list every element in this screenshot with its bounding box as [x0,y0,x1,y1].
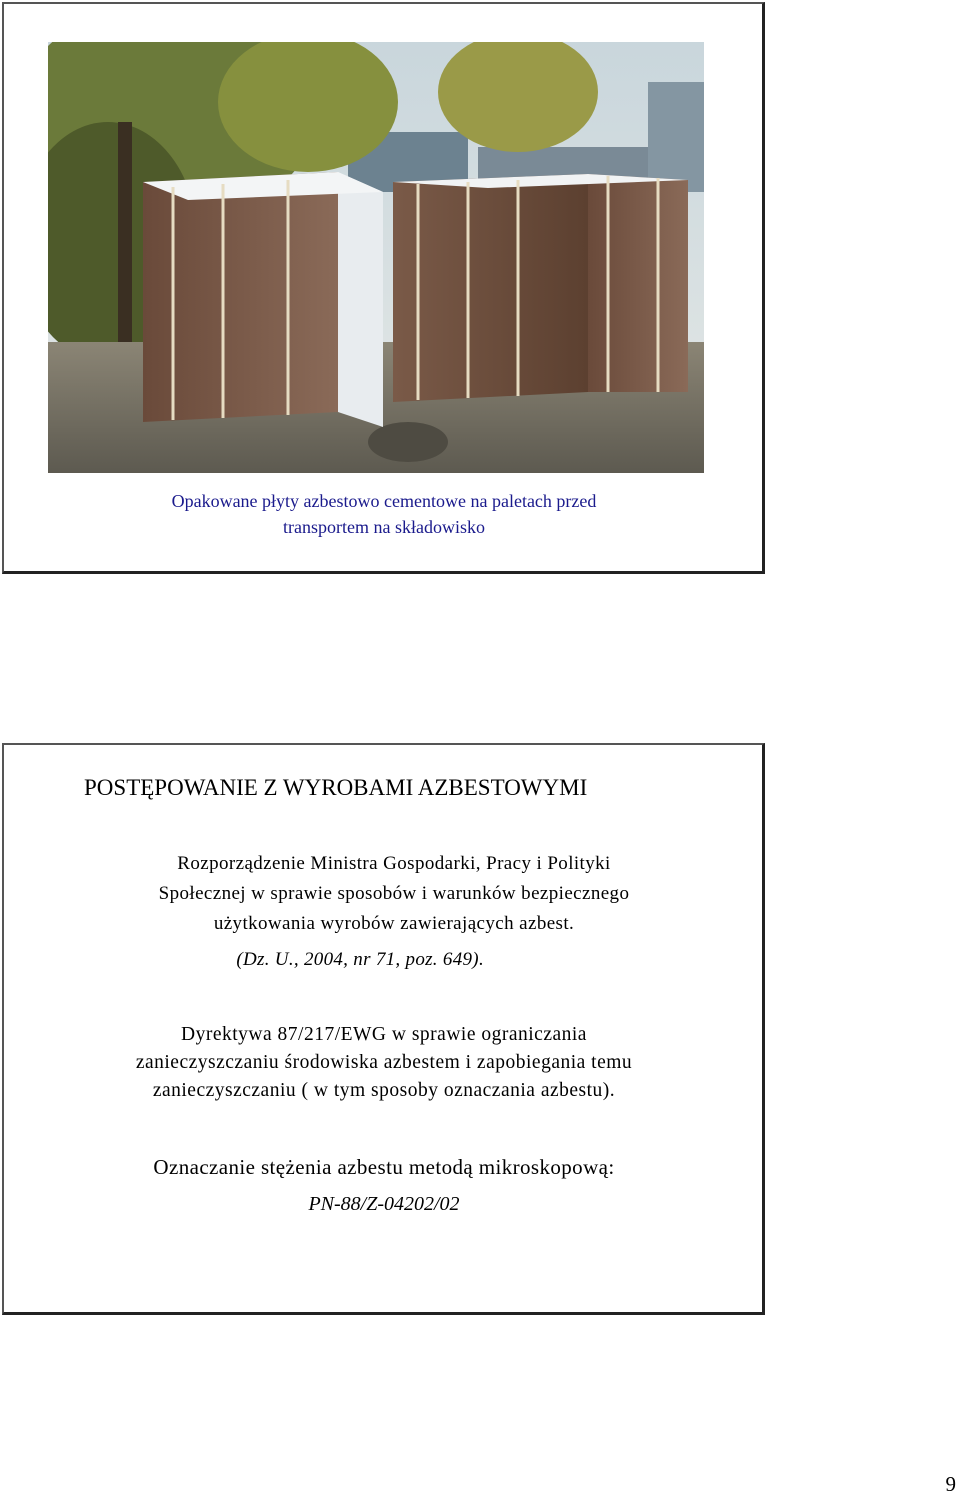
photo-caption [44,488,724,540]
directive-text [24,1021,744,1105]
slide-regulations [2,743,765,1315]
slide-heading: POSTĘPOWANIE Z WYROBAMI AZBESTOWYMI [84,775,588,800]
photo-illustration [48,42,704,473]
regulation-text [44,849,744,939]
regulation-line-1: Rozporządzenie Ministra Gospodarki, Pracy i Polityki [177,853,611,874]
caption-line-1: Opakowane płyty azbestowo cementowe na paletach przed [171,491,597,511]
measurement-method: Oznaczanie stężenia azbestu metodą mikroskopową: [153,1155,615,1179]
page-number: 9 [945,1472,956,1496]
directive-line-3: zanieczyszczaniu ( w tym sposoby oznaczania azbestu). [152,1080,616,1101]
caption-line-2: transportem na składowisko [283,517,485,537]
standard-code: PN-88/Z-04202/02 [308,1193,460,1215]
slide-photo [2,2,765,574]
photo-wrapped-asbestos-pallets [48,42,704,473]
regulation-line-3: użytkowania wyrobów zawierających azbest. [213,913,575,934]
directive-line-1: Dyrektywa 87/217/EWG w sprawie ograniczania [181,1024,587,1045]
directive-line-2: zanieczyszczaniu środowiska azbestem i zapobiegania temu [135,1052,633,1073]
regulation-line-2: Społecznej w sprawie sposobów i warunków bezpiecznego [158,883,630,904]
regulation-citation: (Dz. U., 2004, nr 71, poz. 649). [236,949,484,970]
